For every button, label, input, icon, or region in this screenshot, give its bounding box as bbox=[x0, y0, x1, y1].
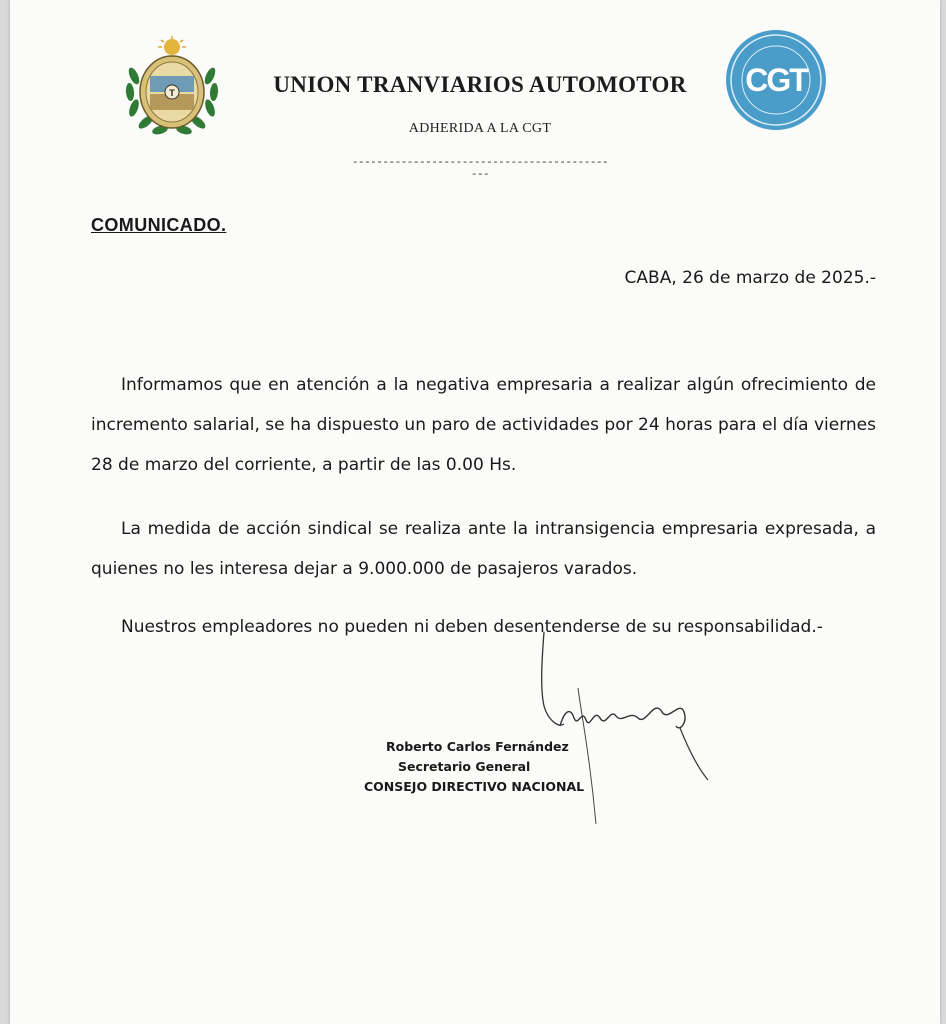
signer-body: CONSEJO DIRECTIVO NACIONAL bbox=[364, 779, 585, 794]
uta-emblem-logo bbox=[120, 36, 224, 140]
document-page bbox=[10, 0, 940, 1024]
handwritten-signature bbox=[530, 628, 720, 833]
paragraph-3: Nuestros empleadores no pueden ni deben desentenderse de su responsabilidad.- bbox=[121, 617, 823, 637]
organization-subtitle: ADHERIDA A LA CGT bbox=[408, 121, 552, 136]
paragraph-2: La medida de acción sindical se realiza ante la intransigencia empresaria expresada, a quienes no les interesa dejar a 9.000.000 de pasajeros varados. bbox=[91, 519, 876, 579]
organization-title: UNION TRANVIARIOS AUTOMOTOR bbox=[273, 72, 687, 97]
paragraph-1: Informamos que en atención a la negativa empresaria a realizar algún ofrecimiento de incremento salarial, se ha dispuesto un paro de actividades por 24 horas para el día viernes 28 de marzo del corriente, a partir de las 0.00 Hs. bbox=[91, 375, 876, 475]
cgt-logo-text: CGT bbox=[745, 62, 807, 98]
header-separator: --------------------------------------------- bbox=[351, 157, 609, 181]
cgt-logo bbox=[724, 28, 828, 132]
place-date: CABA, 26 de marzo de 2025.- bbox=[624, 268, 876, 288]
signer-name: Roberto Carlos Fernández bbox=[386, 739, 569, 754]
signer-role: Secretario General bbox=[398, 759, 531, 774]
document-heading: COMUNICADO. bbox=[91, 215, 227, 235]
svg-text:T: T bbox=[169, 88, 175, 98]
